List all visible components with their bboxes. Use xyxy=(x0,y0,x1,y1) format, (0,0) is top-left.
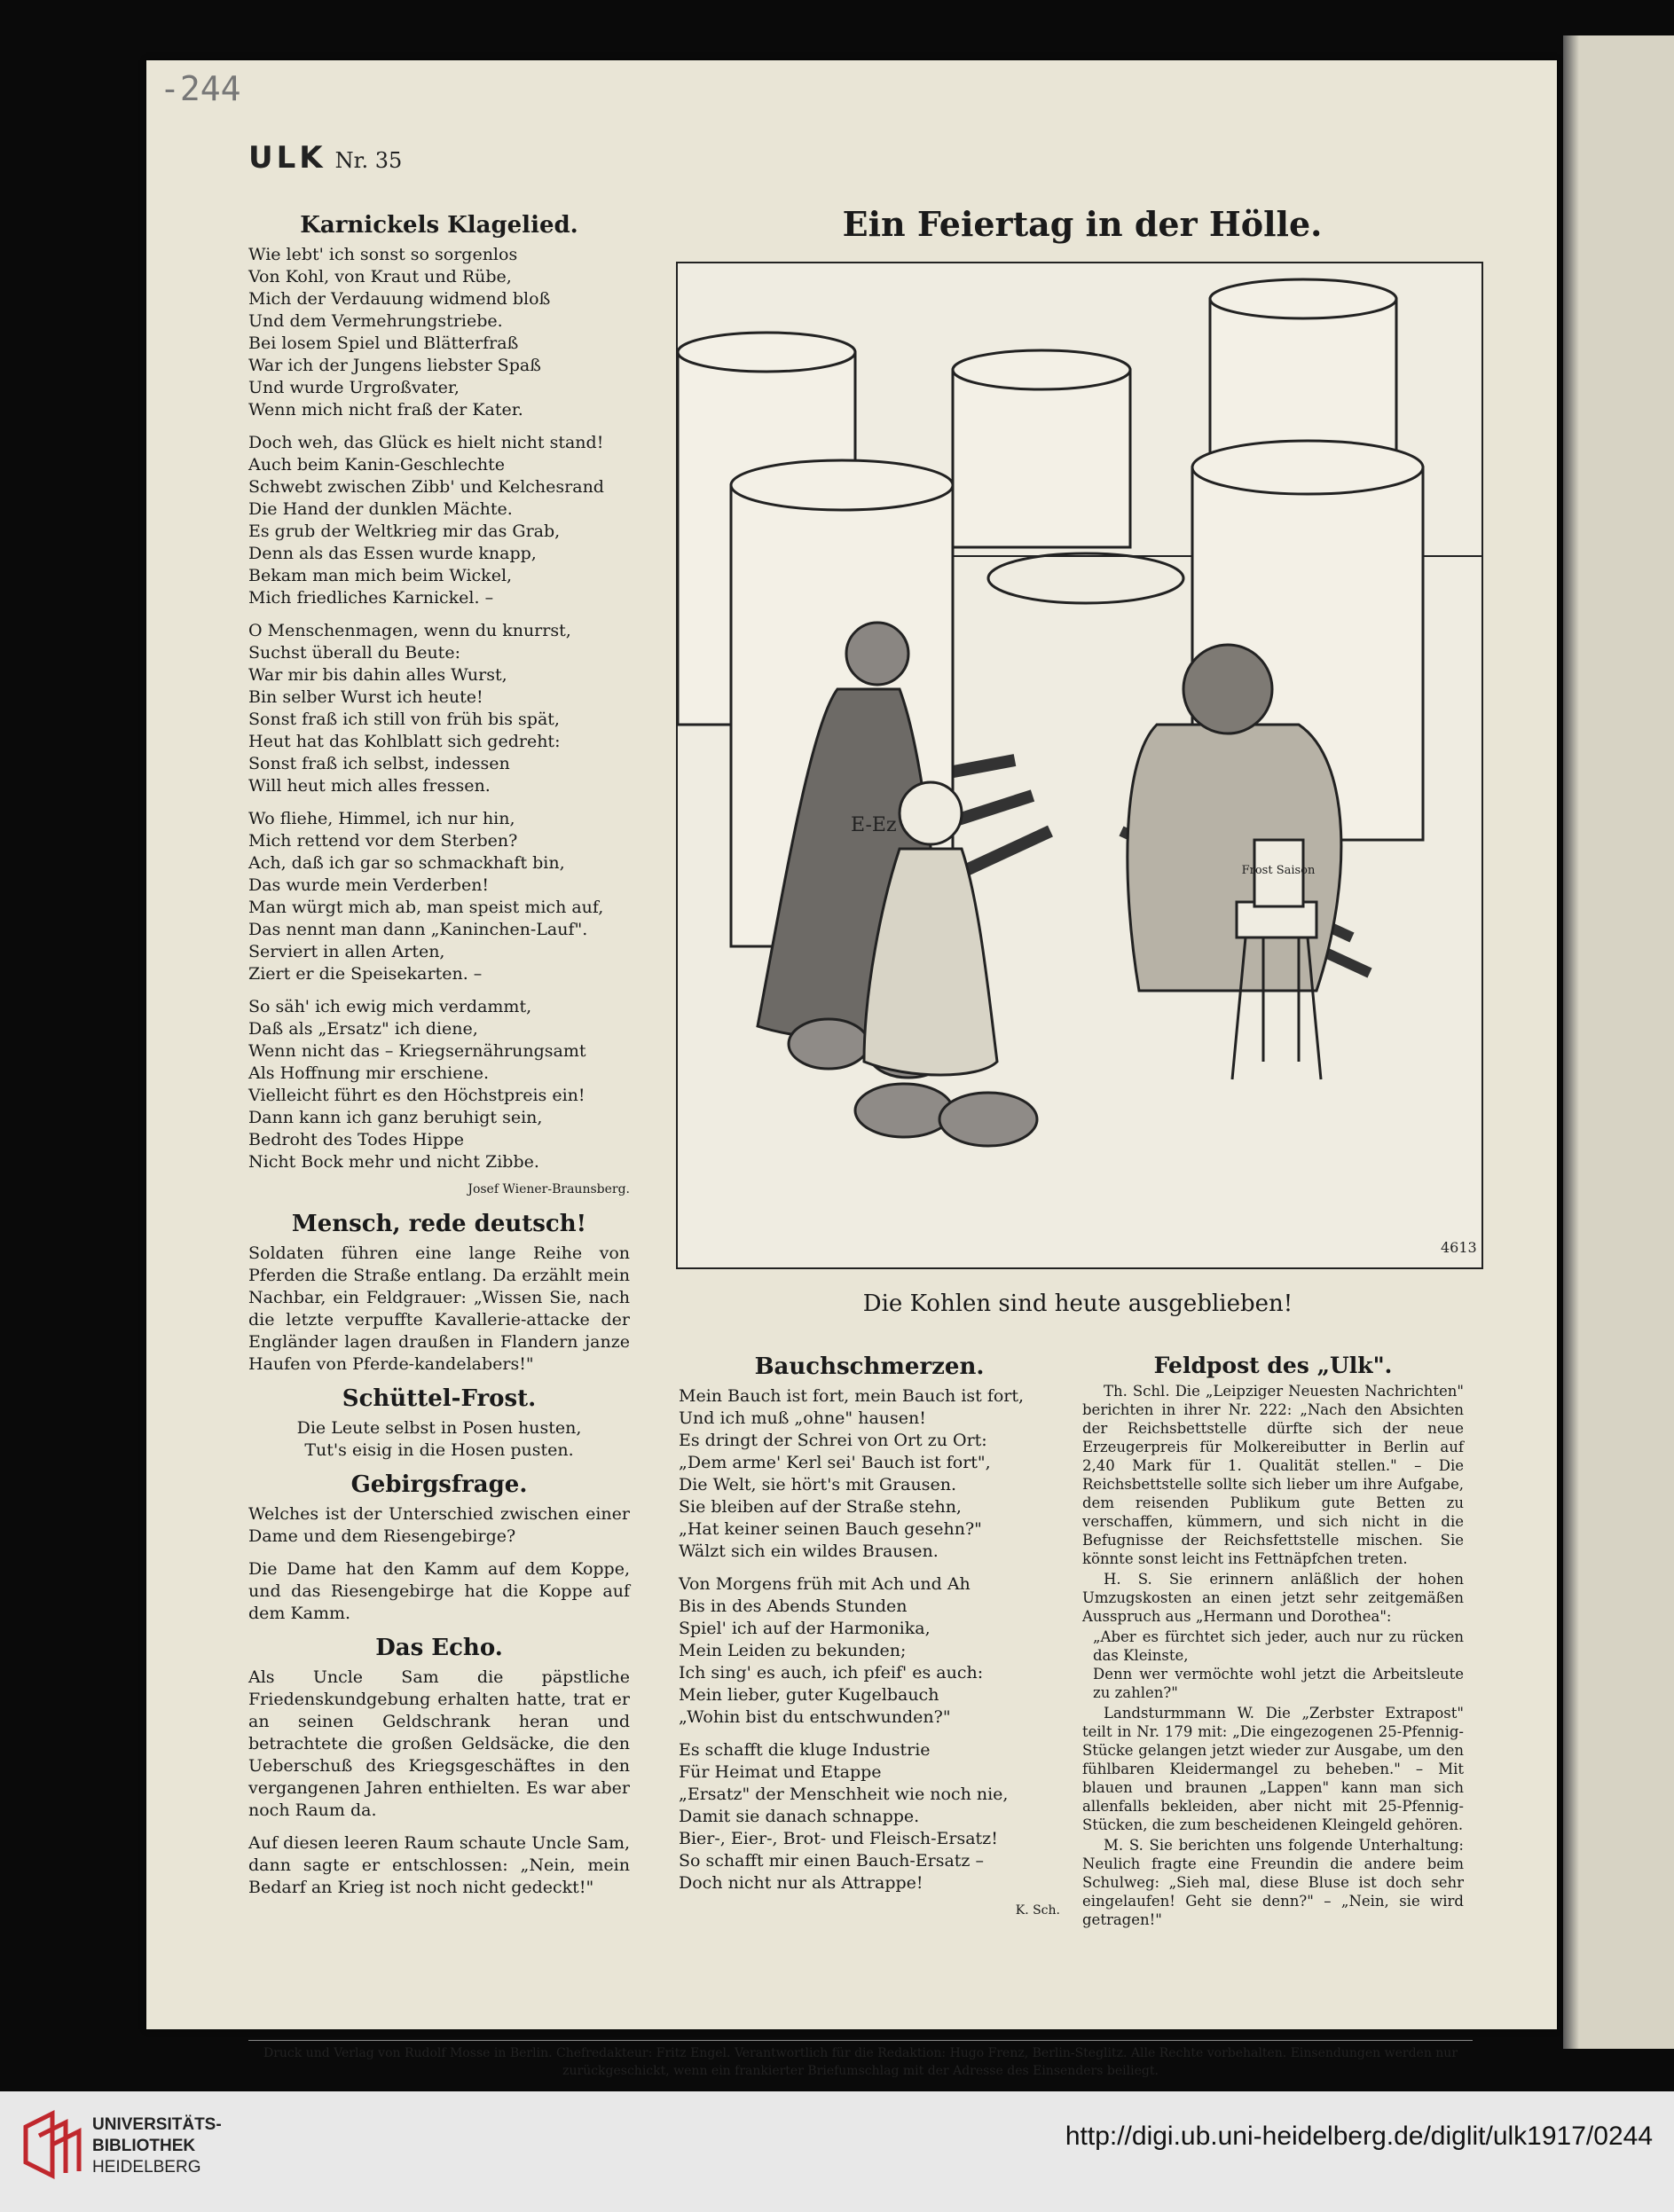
article-text: Auf diesen leeren Raum schaute Uncle Sam, dann sagte er entschlossen: „Nein, mein Bedarf an Krieg ist noch nicht gedeckt!" xyxy=(248,1833,630,1897)
poem-author: Josef Wiener-Braunsberg. xyxy=(468,1182,630,1196)
article-text: Die Dame hat den Kamm auf dem Koppe, und das Riesengebirge hat die Koppe auf dem Kamm. xyxy=(248,1559,630,1623)
library-name-line: HEIDELBERG xyxy=(92,2158,201,2177)
footer-bar xyxy=(0,2091,1674,2212)
library-name-line: BIBLIOTHEK xyxy=(92,2137,196,2155)
letter-paragraph: Th. Schl. Die „Leipziger Neuesten Nachrichten" berichten in ihrer Nr. 222: „Nach den Absichten der Reichsbettstelle dürfte sich der neue Erzeugerpreis für Molkereibutter in Berlin auf 2,40 Mark für 1. Qualität stellen." – Die Reichsbettstelle sollte sich lieber um ihre Aufgabe, dem reisenden Publikum gute Betten zu verschaffen, kümmern, und sich nicht in die Befugnisse der Reichsfettstelle mischen. Sie könnte sonst leicht ins Fettnäpfchen treten. xyxy=(1082,1383,1464,1567)
source-url[interactable]: http://digi.ub.uni-heidelberg.de/diglit/ulk1917/0244 xyxy=(1065,2122,1653,2151)
letter-paragraph: H. S. Sie erinnern anläßlich der hohen Umzugskosten an einen jetzt sehr zeitgemäßen Ausspruch aus „Hermann und Dorothea": xyxy=(1082,1571,1464,1625)
article-title: Schüttel-Frost. xyxy=(342,1385,537,1412)
library-name xyxy=(92,2114,222,2178)
page-number-stamp: -244 xyxy=(160,69,241,108)
letter-paragraph: M. S. Sie berichten uns folgende Unterhaltung: Neulich fragte eine Freundin die andere beim Schulweg: „Sieh mal, diese Bluse ist doch sehr eingelaufen! Geht sie denn?" – „Nein, sie wird getragen!" xyxy=(1082,1837,1464,1928)
article-title: Das Echo. xyxy=(375,1635,503,1661)
article-text: Soldaten führen eine lange Reihe von Pferden die Straße entlang. Da erzählt mein Nachbar, ein Feldgrauer: „Wissen Sie, nach die letzte verpuffte Kavallerie-attacke der Engländer lagen draußen in Flandern janze Haufen von Pferde-kandelabers!" xyxy=(248,1243,630,1374)
right-column xyxy=(1082,1344,1464,1931)
poem-author: K. Sch. xyxy=(1015,1903,1060,1918)
letter-paragraph: Landsturmmann W. Die „Zerbster Extrapost" teilt in Nr. 179 mit: „Die eingezogenen 25-Pfennig-Stücke gelangen jetzt wieder zur Ausgabe, um den fühlbaren Kleidermangel zu beheben." – Mit blauen und braunen „Lappen" kann man sich allenfalls bekleiden, aber nicht mit 25-Pfennig-Stücken, die zum bescheidenen Kleingeld gehören. xyxy=(1082,1705,1464,1833)
cartoon-caption: Die Kohlen sind heute ausgeblieben! xyxy=(862,1290,1293,1317)
letter-quote: „Aber es fürchtet sich jeder, auch nur zu rücken das Kleinste, Denn wer vermöchte wohl jetzt die Arbeitsleute zu zahlen?" xyxy=(1093,1628,1464,1701)
poem-title: Bauchschmerzen. xyxy=(754,1353,985,1380)
poem-stanza: Doch weh, das Glück es hielt nicht stand! Auch beim Kanin-Geschlechte Schwebt zwischen Zibb' und Kelchesrand Die Hand der dunklen Mächte. Es grub der Weltkrieg mir das Grab, Denn als das Essen wurde knapp, Bekam man mich beim Wickel, Mich friedliches Karnickel. – xyxy=(248,433,604,608)
masthead xyxy=(248,140,402,176)
poem-stanza: Mein Bauch ist fort, mein Bauch ist fort, Und ich muß „ohne" hausen! Es dringt der Schrei von Ort zu Ort: „Dem arme' Kerl sei' Bauch ist fort", Die Welt, sie hört's mit Grausen. Sie bleiben auf der Straße stehn, „Hat keiner seinen Bauch gesehn?" Wälzt sich ein wildes Brausen. xyxy=(679,1386,1025,1561)
poem-stanza: Wie lebt' ich sonst so sorgenlos Von Kohl, von Kraut und Rübe, Mich der Verdauung widmend bloß Und dem Vermehrungstriebe. Bei losem Spiel und Blätterfraß War ich der Jungens liebster Spaß Und wurde Urgroßvater, Wenn mich nicht fraß der Kater. xyxy=(248,245,551,420)
article-text: Als Uncle Sam die päpstliche Friedenskundgebung erhalten hatte, trat er an seinen Geldschrank heran und betrachtete die großen Geldsäcke, die den Ueberschuß des Kriegsgeschäftes in den vergangenen Jahren enthielten. Es war aber noch Raum da. xyxy=(248,1667,630,1820)
library-logo-icon xyxy=(21,2109,83,2180)
middle-column xyxy=(679,1344,1060,1922)
poem-title: Karnickels Klagelied. xyxy=(300,212,578,239)
artist-signature: 4613 xyxy=(1441,1239,1477,1256)
cartoon-title: Ein Feiertag in der Hölle. xyxy=(842,204,1323,244)
poem-stanza: So säh' ich ewig mich verdammt, Daß als „Ersatz" ich diene, Wenn nicht das – Kriegsernährungsamt Als Hoffnung mir erschiene. Vielleicht führt es den Höchstpreis ein! Dann kann ich ganz beruhigt sein, Bedroht des Todes Hippe Nicht Bock mehr und nicht Zibbe. xyxy=(248,997,586,1172)
poem-stanza: Wo fliehe, Himmel, ich nur hin, Mich rettend vor dem Sterben? Ach, daß ich gar so schmackhaft bin, Das wurde mein Verderben! Man würgt mich ab, man speist mich auf, Das nennt man dann „Kaninchen-Lauf". Serviert in allen Arten, Ziert er die Speisekarten. – xyxy=(248,809,604,984)
column-title: Feldpost des „Ulk". xyxy=(1153,1353,1393,1378)
library-name-line: UNIVERSITÄTS- xyxy=(92,2115,222,2134)
imprint: Druck und Verlag von Rudolf Mosse in Berlin. Chefredakteur: Fritz Engel. Verantwortlich für die Redaktion: Hugo Frenz, Berlin-Steglitz. Alle Rechte vorbehalten. Einsendungen werden nur zurückgeschickt, wenn ein frankierter Briefumschlag mit der Adresse des Einsenders beiliegt. xyxy=(248,2040,1473,2080)
poem-stanza: O Menschenmagen, wenn du knurrst, Suchst überall du Beute: War mir bis dahin alles Wurst, Bin selber Wurst ich heute! Sonst fraß ich still von früh bis spät, Heut hat das Kohlblatt sich gedreht: Sonst fraß ich selbst, indessen Will heut mich alles fressen. xyxy=(248,621,571,796)
tin-label: Frost Saison xyxy=(1241,864,1316,877)
poem-stanza: Von Morgens früh mit Ach und Ah Bis in des Abends Stunden Spiel' ich auf der Harmonika, Mein Leiden zu bekunden; Ich sing' es auch, ich pfeif' es auch: Mein lieber, guter Kugelbauch „Wohin bist du entschwunden?" xyxy=(679,1574,984,1727)
issue-number: Nr. 35 xyxy=(334,148,403,173)
cartoon-drawing xyxy=(678,263,1481,1267)
article-title: Mensch, rede deutsch! xyxy=(291,1211,587,1237)
article-title: Gebirgsfrage. xyxy=(350,1471,528,1498)
poem-stanza: Es schafft die kluge Industrie Für Heimat und Etappe „Ersatz" der Menschheit wie noch nie, Damit sie danach schnappe. Bier-, Eier-, Brot- und Fleisch-Ersatz! So schafft mir einen Bauch-Ersatz – Doch nicht nur als Attrappe! xyxy=(679,1740,1009,1893)
speech-text: E-Ez xyxy=(851,814,897,836)
adjacent-page-edge xyxy=(1563,35,1674,2049)
masthead-title: ULK xyxy=(248,140,326,176)
cartoon-illustration xyxy=(676,262,1483,1269)
article-text: Die Leute selbst in Posen husten, Tut's eisig in die Hosen pusten. xyxy=(296,1418,582,1460)
left-column xyxy=(248,202,630,1910)
article-text: Welches ist der Unterschied zwischen einer Dame und dem Riesengebirge? xyxy=(248,1504,630,1546)
